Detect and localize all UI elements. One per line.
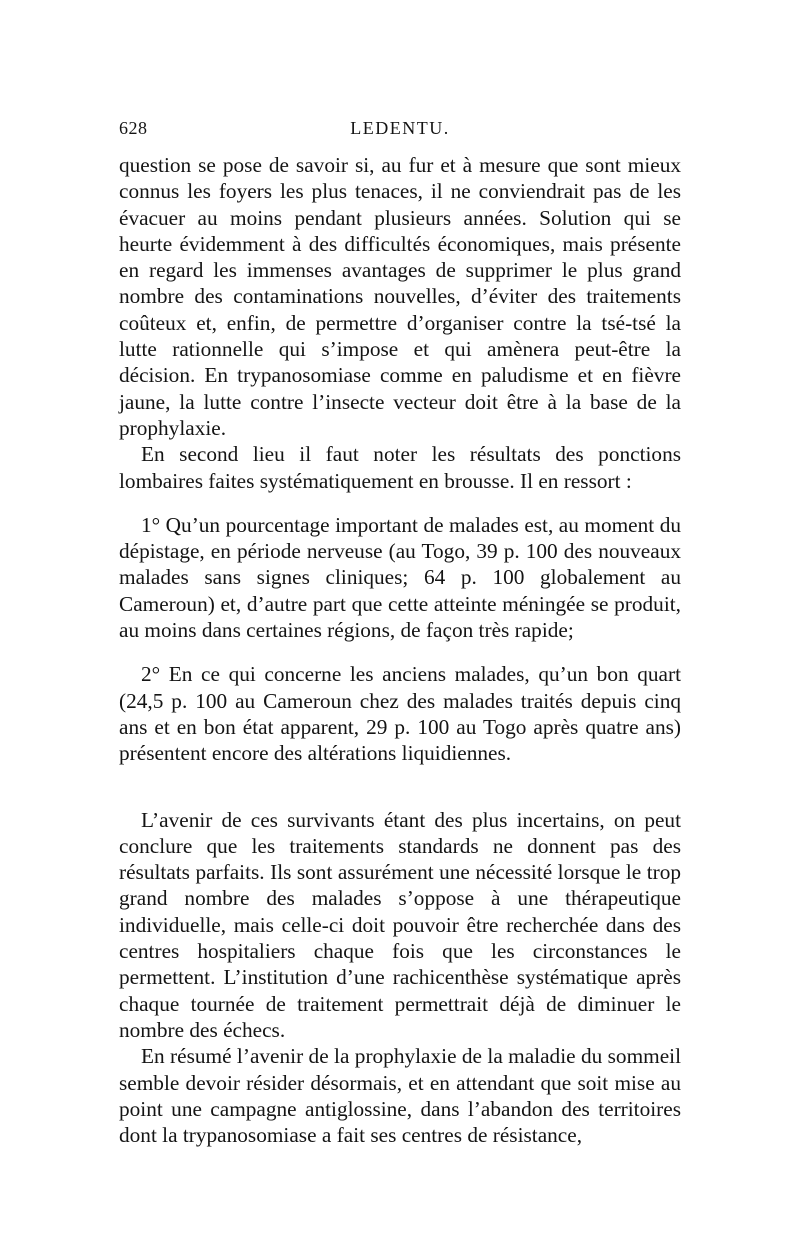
- paragraph-survivors: L’avenir de ces survivants étant des plus incertains, on peut conclure que les traitements standards ne donnent pas des résultats parfaits. Ils sont assurément une nécessité lorsque le trop grand nombre des malades s’oppose à une thérapeutique individuelle, mais celle-ci doit pouvoir être recherchée dans des centres hospitaliers chaque fois que les circonstances le permettent. L’institution d’une rachicenthèse systématique après chaque tournée de traitement permettrait déjà de diminuer le nombre des échecs.: [119, 807, 681, 1042]
- paragraph-summary: En résumé l’avenir de la prophylaxie de la maladie du sommeil semble devoir résider désormais, et en attendant que soit mise au point une campagne antiglossine, dans l’abandon des territoires dont la trypanosomiase a fait ses centres de résistance,: [119, 1044, 681, 1148]
- page-header: [119, 118, 681, 144]
- paragraph-lumbar-punctures: En second lieu il faut noter les résultats des ponctions lombaires faites systématiquement en brousse. Il en ressort :: [119, 442, 681, 493]
- paragraph-evacuation: question se pose de savoir si, au fur et à mesure que sont mieux connus les foyers les plus tenaces, il ne conviendrait pas de les évacuer au moins pendant plusieurs années. Solution qui se heurte évidemment à des difficultés économiques, mais présente en regard les immenses avantages de supprimer le plus grand nombre des contaminations nouvelles, d’éviter des traitements coûteux et, enfin, de permettre d’organiser contre la tsé-tsé la lutte rationnelle qui s’impose et qui amènera peut-être la décision. En trypanosomiase comme en paludisme et en fièvre jaune, la lutte contre l’insecte vecteur doit être à la base de la prophylaxie.: [119, 153, 681, 440]
- running-head: LEDENTU.: [350, 118, 450, 138]
- body-text: [119, 152, 681, 1148]
- page-number: 628: [119, 118, 148, 138]
- list-item-1: 1° Qu’un pourcentage important de malades est, au moment du dépistage, en période nerveuse (au Togo, 39 p. 100 des nouveaux malades sans signes cliniques; 64 p. 100 globalement au Cameroun) et, d’autre part que cette atteinte méningée se produit, au moins dans certaines régions, de façon très rapide;: [119, 512, 681, 643]
- list-item-2: 2° En ce qui concerne les anciens malades, qu’un bon quart (24,5 p. 100 au Cameroun chez des malades traités depuis cinq ans et en bon état apparent, 29 p. 100 au Togo après quatre ans) présentent encore des altérations liquidiennes.: [119, 662, 681, 766]
